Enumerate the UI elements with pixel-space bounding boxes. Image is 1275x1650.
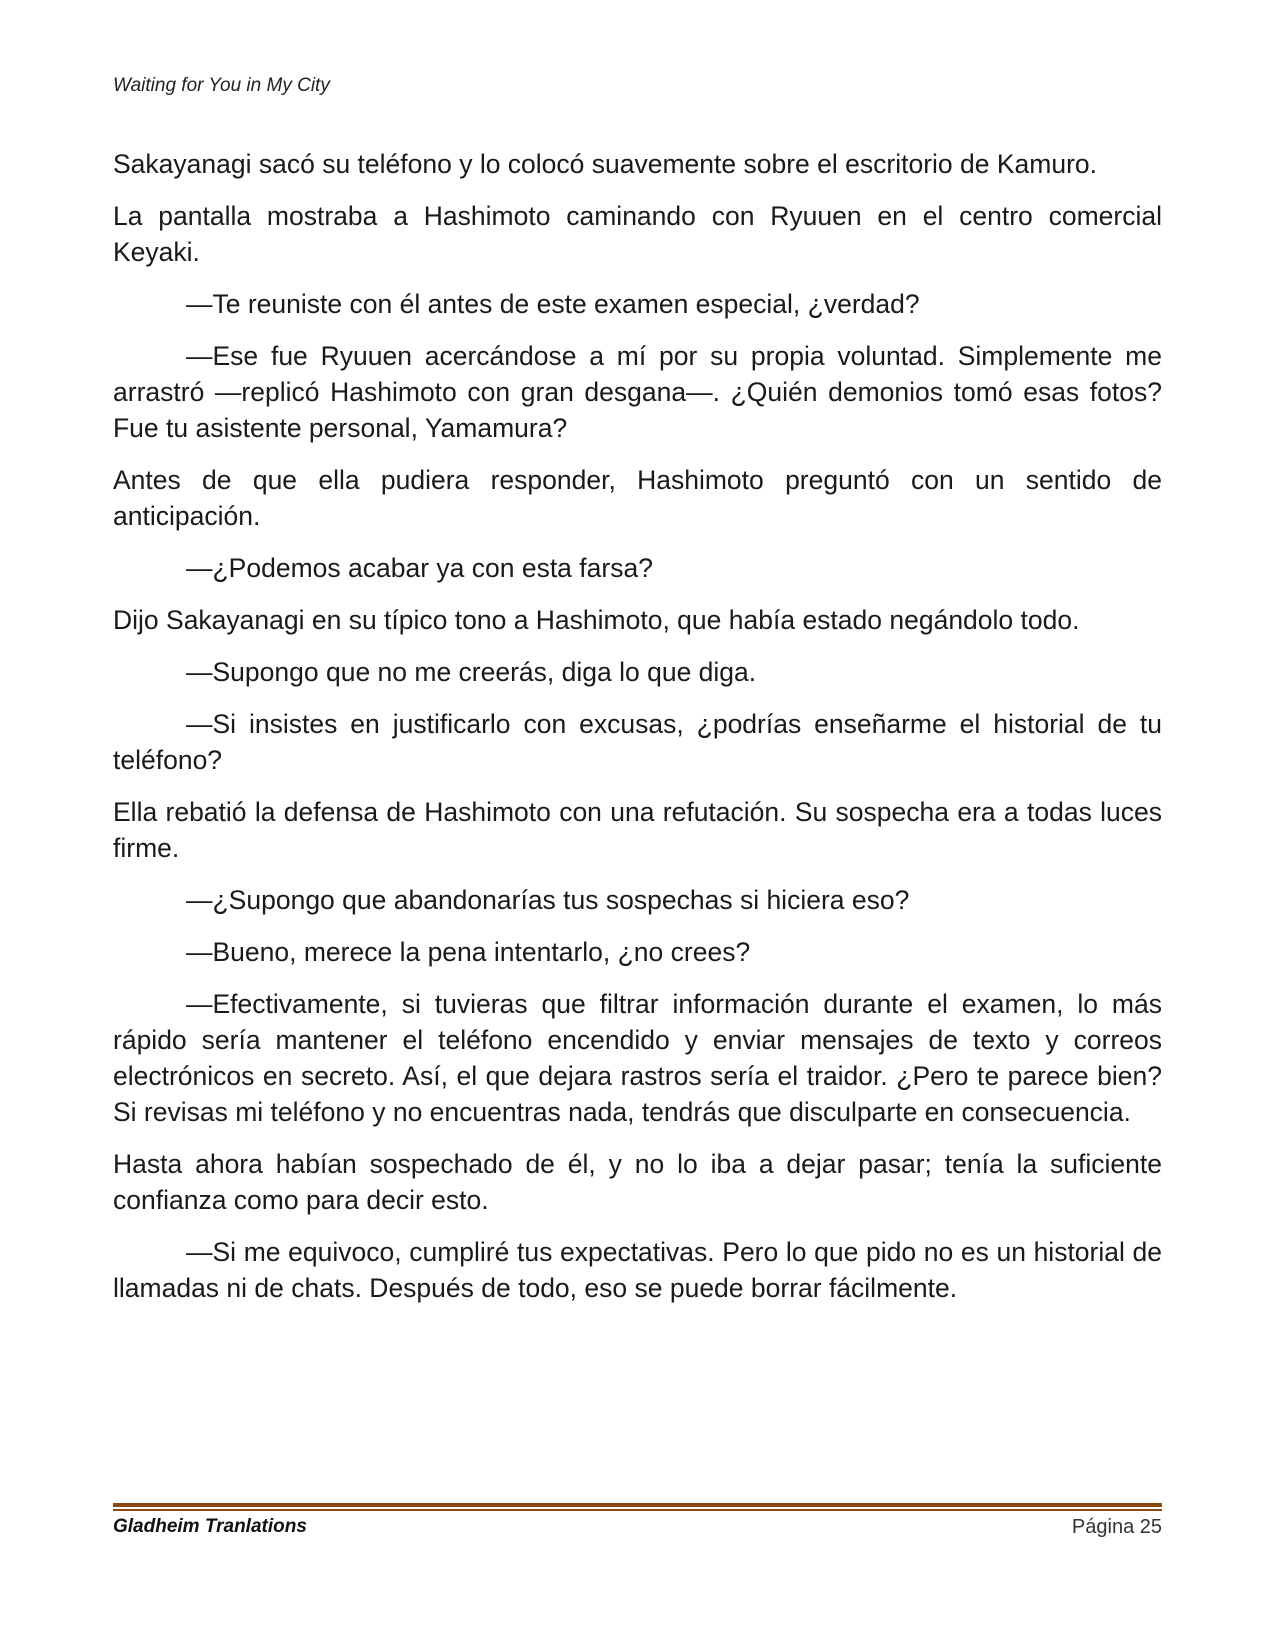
paragraph-narration: Antes de que ella pudiera responder, Hashimoto preguntó con un sentido de anticipación.	[113, 465, 1162, 531]
paragraph-narration: Sakayanagi sacó su teléfono y lo colocó suavemente sobre el escritorio de Kamuro.	[113, 149, 1097, 179]
paragraph-dialog: —Te reuniste con él antes de este examen especial, ¿verdad?	[186, 289, 920, 319]
footer-page-number: Página 25	[1071, 1516, 1162, 1538]
footer-publisher: Gladheim Tranlations	[113, 1516, 307, 1537]
paragraph-dialog: —¿Supongo que abandonarías tus sospechas si hiciera eso?	[186, 885, 910, 915]
footer-divider-thick	[113, 1503, 1162, 1507]
footer-divider	[113, 1503, 1162, 1512]
paragraph-dialog: —Ese fue Ryuuen acercándose a mí por su propia voluntad. Simplemente me arrastró —replicó Hashimoto con gran desgana—. ¿Quién demonios tomó esas fotos? Fue tu asistente personal, Yamamura?	[113, 341, 1162, 443]
footer-divider-thin	[113, 1509, 1162, 1511]
paragraph-narration: La pantalla mostraba a Hashimoto caminando con Ryuuen en el centro comercial Keyaki.	[113, 201, 1162, 267]
body-text	[113, 146, 1162, 1322]
running-header-title: Waiting for You in My City	[113, 75, 330, 96]
paragraph-dialog: —Si insistes en justificarlo con excusas, ¿podrías enseñarme el historial de tu teléfono?	[113, 709, 1162, 775]
paragraph-dialog: —¿Podemos acabar ya con esta farsa?	[186, 553, 653, 583]
paragraph-dialog: —Efectivamente, si tuvieras que filtrar información durante el examen, lo más rápido sería mantener el teléfono encendido y enviar mensajes de texto y correos electrónicos en secreto. Así, el que dejara rastros sería el traidor. ¿Pero te parece bien? Si revisas mi teléfono y no encuentras nada, tendrás que disculparte en consecuencia.	[113, 989, 1162, 1127]
paragraph-dialog: —Si me equivoco, cumpliré tus expectativas. Pero lo que pido no es un historial de llamadas ni de chats. Después de todo, eso se puede borrar fácilmente.	[113, 1237, 1162, 1303]
paragraph-dialog: —Bueno, merece la pena intentarlo, ¿no crees?	[186, 937, 751, 967]
paragraph-narration: Dijo Sakayanagi en su típico tono a Hashimoto, que había estado negándolo todo.	[113, 605, 1080, 635]
paragraph-narration: Ella rebatió la defensa de Hashimoto con una refutación. Su sospecha era a todas luces firme.	[113, 797, 1162, 863]
paragraph-narration: Hasta ahora habían sospechado de él, y no lo iba a dejar pasar; tenía la suficiente confianza como para decir esto.	[113, 1149, 1162, 1215]
paragraph-dialog: —Supongo que no me creerás, diga lo que diga.	[186, 657, 757, 687]
